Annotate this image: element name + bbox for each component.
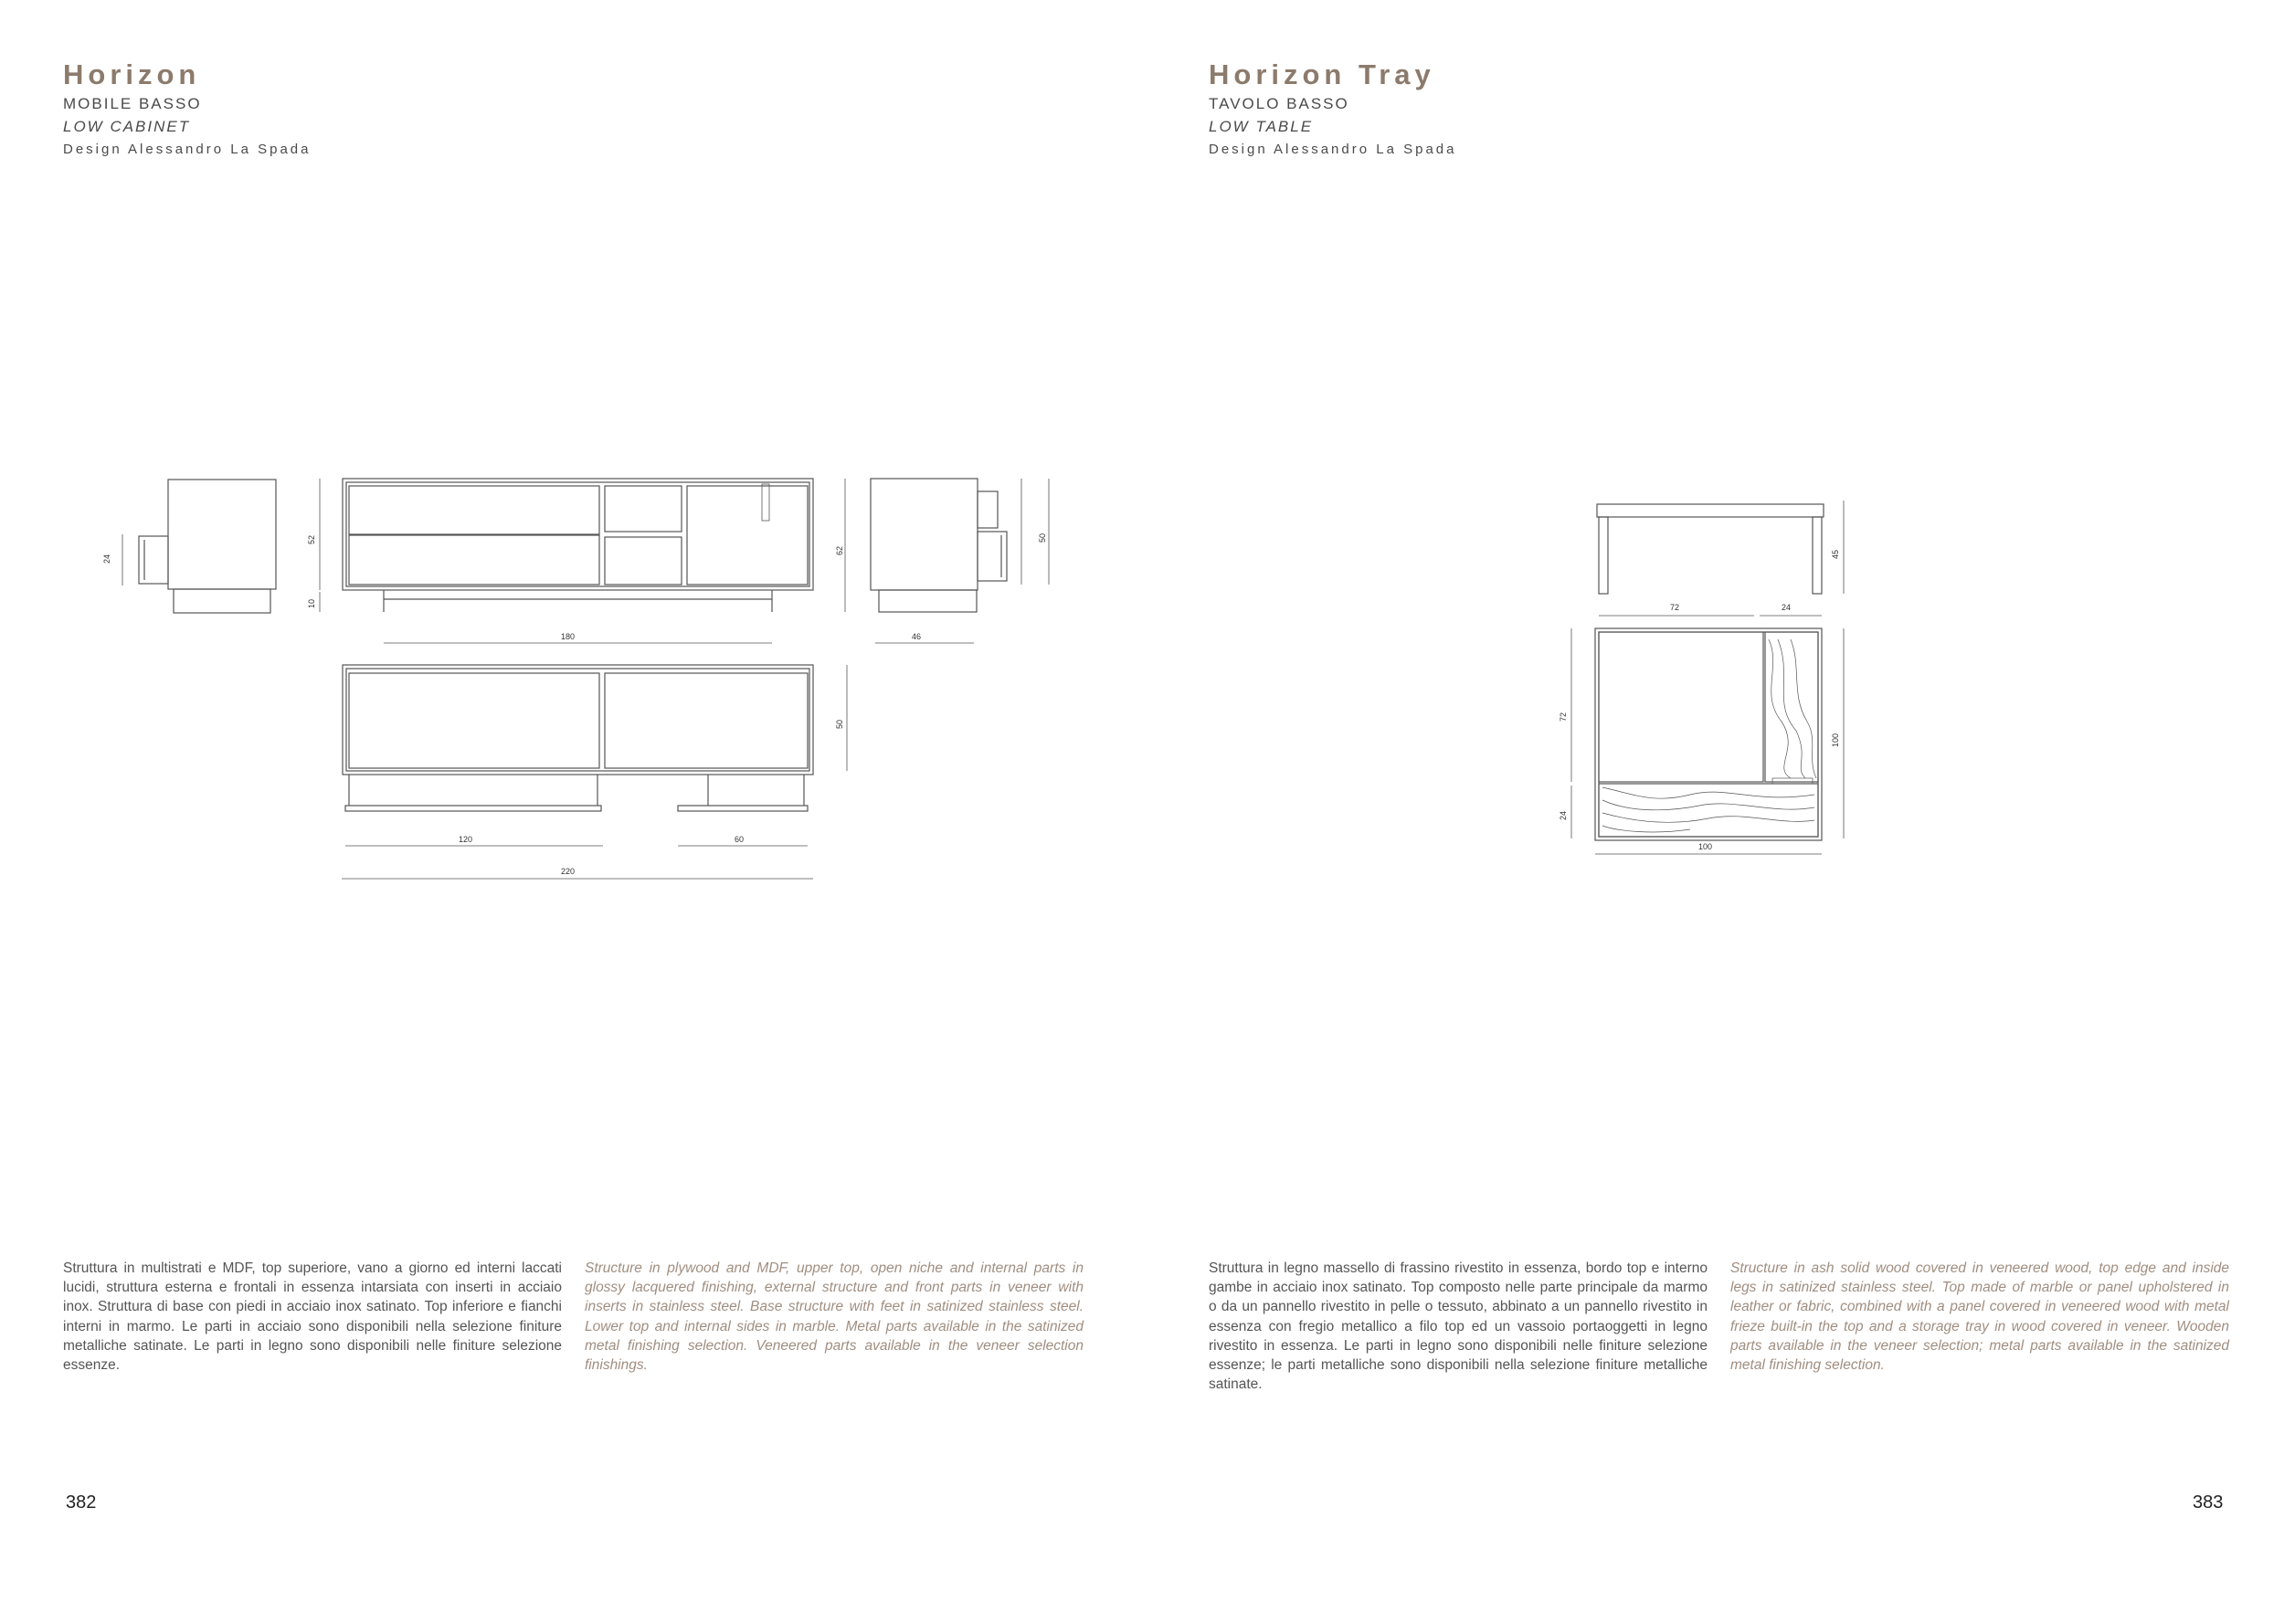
right-page [1142, 0, 2284, 1624]
description-english: Structure in ash solid wood covered in veneered wood, top edge and inside legs in satinized stainless steel. Top made of marble or panel upholstered in leather or fabric, combined with a panel covered in veneered wood with metal frieze built-in the top and a storage tray in wood covered in veneer. Wooden parts available in the veneer selection; metal parts available in the satinized metal finishing selection. [1730, 1260, 2229, 1374]
dim-top-total: 220 [561, 867, 576, 876]
dim-side-height: 50 [1038, 533, 1047, 543]
description-english: Structure in plywood and MDF, upper top, open niche and internal parts in glossy lacquered finishing, external structure and front parts in veneer with inserts in stainless steel. Base structure with feet in satinized stainless steel. Lower top and internal sides in marble. Metal parts available in the satinized metal finishing selection. Veneered parts available in the veneer selection finishings. [585, 1260, 1084, 1374]
designer-credit: Design Alessandro La Spada [1209, 142, 1457, 157]
product-title: Horizon Tray [1209, 58, 1435, 90]
dim-table-height: 45 [1831, 549, 1840, 559]
dim-width-total: 100 [1698, 842, 1713, 851]
cabinet-side-view-drawer-open [102, 480, 276, 613]
dim-top-height: 50 [835, 719, 844, 729]
description-italian: Struttura in multistrati e MDF, top superiore, vano a giorno ed interni laccati lucidi, struttura esterna e frontali in essenza intarsiata con inserti in acciaio inox. Struttura di base con piedi in acciaio inox satinato. Top inferiore e fianchi interni in marmo. Le parti in acciaio sono disponibili nella selezione finiture metalliche satinate. Le parti in legno sono disponibili nelle finiture selezione essenze. [63, 1260, 562, 1374]
dim-side-drawer: 24 [102, 554, 111, 564]
product-subtitle-italian: MOBILE BASSO [63, 95, 202, 112]
dim-width-main: 72 [1670, 603, 1680, 612]
dim-depth-main: 72 [1559, 712, 1568, 722]
cabinet-side-view-right [871, 479, 1049, 643]
dim-total-height: 62 [835, 545, 844, 555]
dim-width-tray: 24 [1782, 603, 1792, 612]
description-italian: Struttura in legno massello di frassino rivestito in essenza, bordo top e interno gambe in acciaio inox satinato. Top composto nelle parte principale da marmo o da un pannello rivestito in pelle o tessuto, abbinato a un pannello rivestito in essenza con fregio metallico a filo top ed un vassoio portaoggetti in legno rivestito in essenza. Le parti in legno sono disponibili nelle finiture selezione essenze; le parti metalliche sono disponibili nella selezione finiture metalliche satinate. [1209, 1260, 1708, 1393]
product-title: Horizon [63, 58, 201, 90]
table-front-view [1597, 501, 1844, 616]
dim-top-left: 120 [459, 835, 473, 844]
product-subtitle-english: LOW CABINET [63, 118, 191, 135]
designer-credit: Design Alessandro La Spada [63, 142, 312, 157]
page-number: 383 [2193, 1492, 2224, 1513]
product-subtitle-english: LOW TABLE [1209, 118, 1314, 135]
dim-depth-tray: 24 [1559, 810, 1568, 820]
page-number: 382 [66, 1492, 97, 1513]
cabinet-front-view [307, 479, 845, 643]
table-top-view [1559, 628, 1844, 854]
dim-base-height: 10 [307, 598, 316, 608]
dim-depth: 46 [912, 632, 922, 641]
dim-front-width: 180 [561, 632, 576, 641]
cabinet-open-front-view [342, 665, 847, 879]
dim-depth-total: 100 [1831, 733, 1840, 747]
dim-front-height: 52 [307, 534, 316, 544]
dim-top-right: 60 [735, 835, 745, 844]
product-subtitle-italian: TAVOLO BASSO [1209, 95, 1349, 112]
